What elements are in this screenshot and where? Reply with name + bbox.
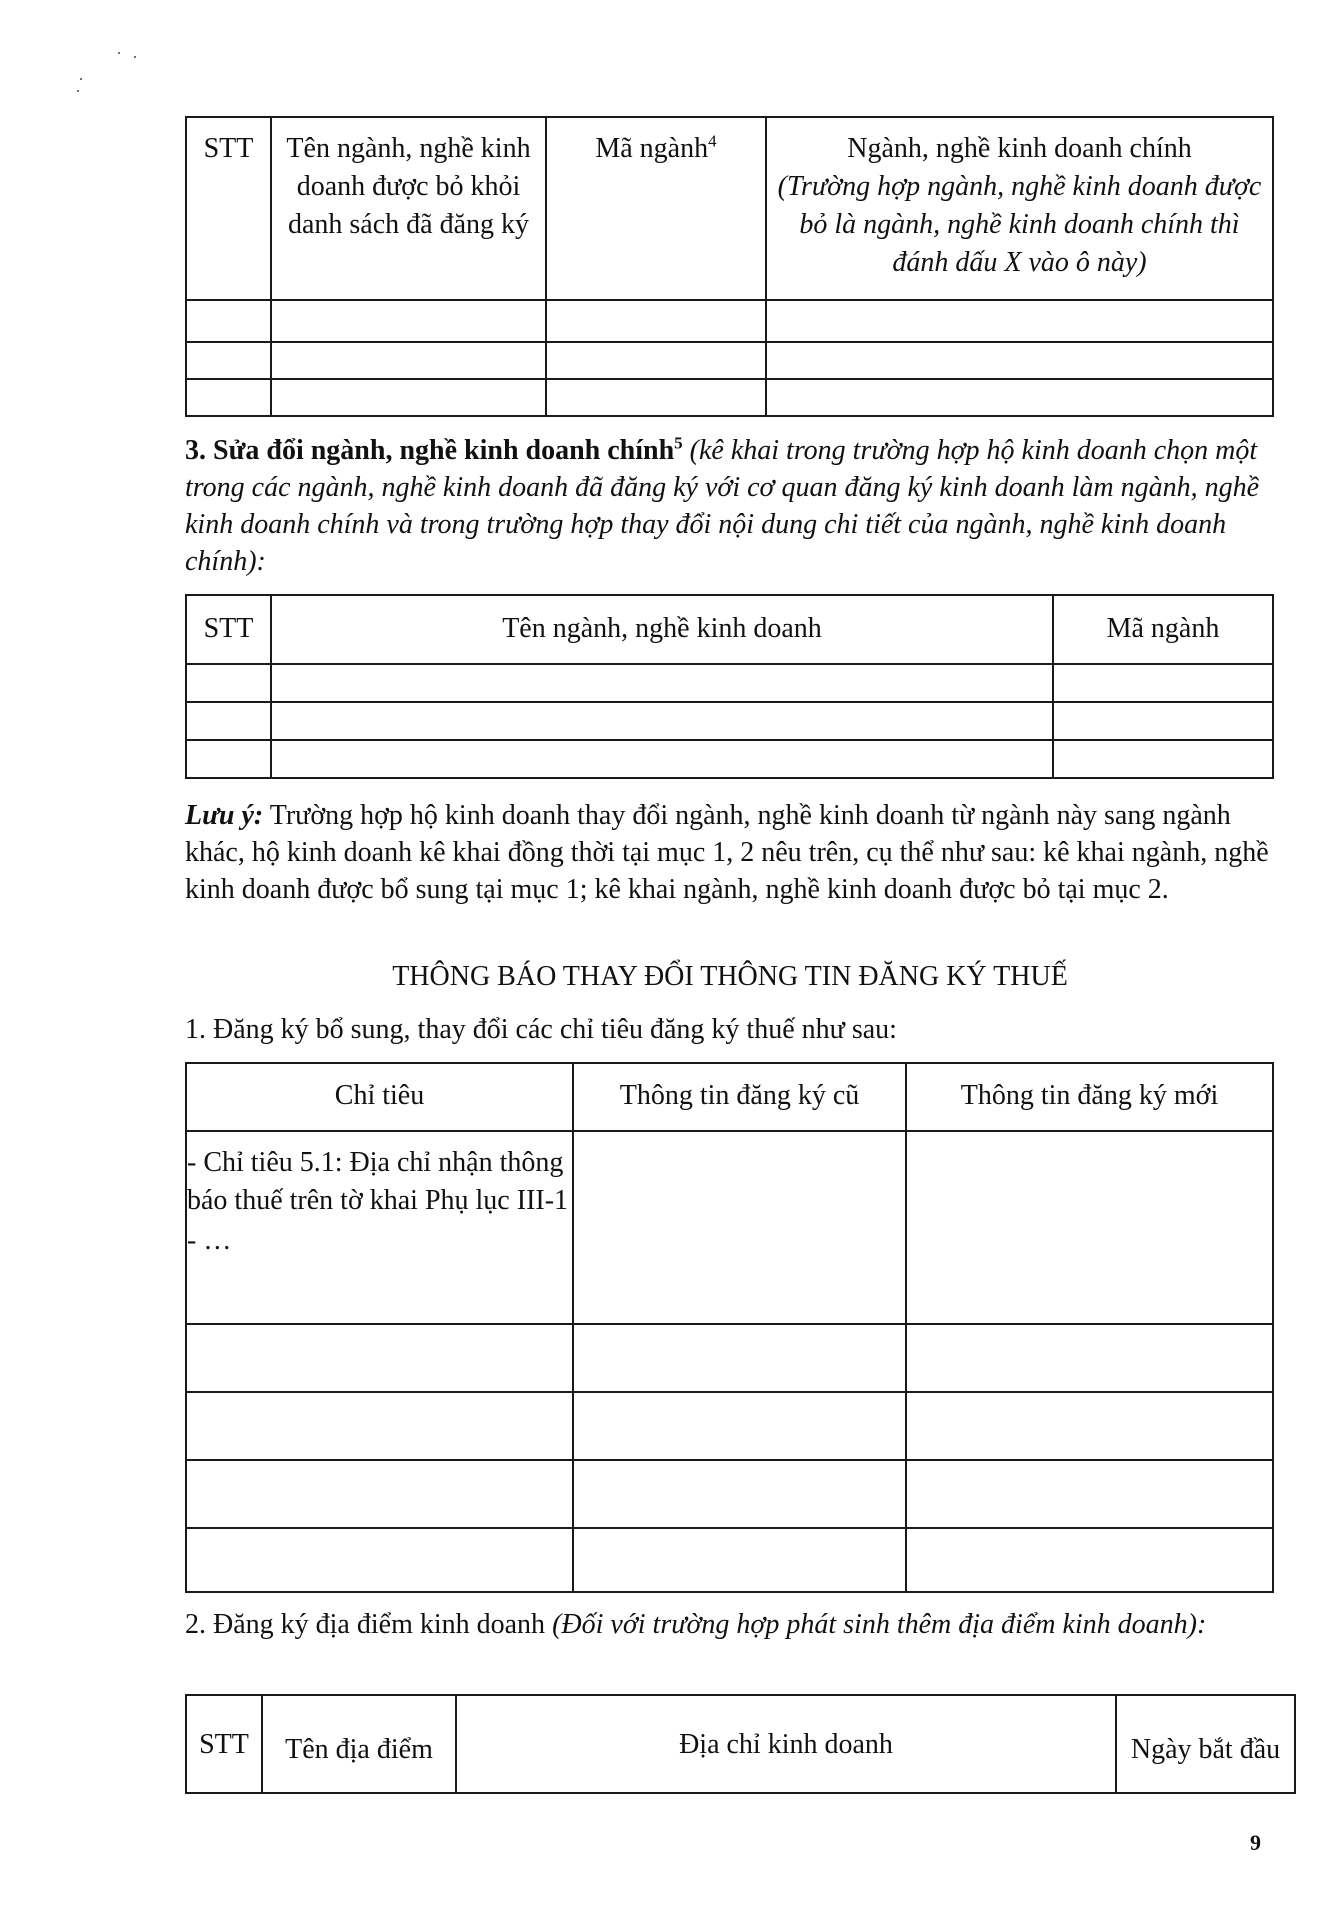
section-3-paragraph (185, 432, 1275, 580)
location-item-2 (185, 1606, 1275, 1643)
header-start-date: Ngày bắt đầu (1116, 1695, 1295, 1793)
header-industry-name: Tên ngành, nghề kinh doanh (271, 595, 1053, 664)
header-new-info: Thông tin đăng ký mới (906, 1063, 1273, 1131)
table-cell[interactable] (766, 342, 1273, 379)
table-row (186, 1460, 1273, 1528)
table-row (186, 740, 1273, 778)
location-item-2-note: (Đối với trường hợp phát sinh thêm địa điểm kinh doanh): (552, 1609, 1207, 1640)
table-cell[interactable] (906, 1392, 1273, 1460)
header-industry-code-text: Mã ngành (595, 133, 709, 164)
footnote-4-marker: 4 (708, 131, 717, 151)
table-row (186, 300, 1273, 342)
table-cell[interactable] (1053, 740, 1273, 778)
table-cell[interactable] (573, 1460, 906, 1528)
table-cell[interactable] (186, 1392, 573, 1460)
header-main-industry-note: (Trường hợp ngành, nghề kinh doanh được bỏ là ngành, nghề kinh doanh chính thì đánh dấu X vào ô này) (777, 171, 1262, 278)
table-cell[interactable] (1053, 664, 1273, 702)
table-cell[interactable] (546, 342, 766, 379)
table-cell[interactable] (573, 1528, 906, 1592)
note-text: Trường hợp hộ kinh doanh thay đổi ngành, nghề kinh doanh từ ngành này sang ngành khác, hộ kinh doanh kê khai đồng thời tại mục 1, 2 nêu trên, cụ thể như sau: kê khai ngành, nghề kinh doanh được bổ sung tại mục 1; kê khai ngành, nghề kinh doanh được bỏ tại mục 2. (185, 800, 1269, 905)
header-stt: STT (186, 1695, 262, 1793)
table-cell[interactable] (186, 664, 271, 702)
table-cell[interactable] (906, 1528, 1273, 1592)
tax-item-1: 1. Đăng ký bổ sung, thay đổi các chỉ tiêu đăng ký thuế như sau: (185, 1014, 897, 1045)
header-main-industry-title: Ngành, nghề kinh doanh chính (847, 133, 1192, 164)
header-location-name: Tên địa điểm (262, 1695, 456, 1793)
criteria-cell (186, 1131, 573, 1324)
business-location-table (185, 1694, 1296, 1794)
table-row (186, 1324, 1273, 1392)
table-cell[interactable] (186, 740, 271, 778)
table-cell[interactable] (186, 300, 271, 342)
header-main-industry (766, 117, 1273, 300)
table-cell[interactable] (1053, 702, 1273, 740)
header-industry-code: Mã ngành (1053, 595, 1273, 664)
table-cell[interactable] (906, 1131, 1273, 1324)
table-cell[interactable] (271, 702, 1053, 740)
header-old-info: Thông tin đăng ký cũ (573, 1063, 906, 1131)
header-stt: STT (186, 117, 271, 300)
table-cell[interactable] (186, 1528, 573, 1592)
header-stt: STT (186, 595, 271, 664)
header-criteria: Chỉ tiêu (186, 1063, 573, 1131)
table-cell[interactable] (906, 1324, 1273, 1392)
note-paragraph (185, 797, 1275, 908)
table-row (186, 702, 1273, 740)
table-row (186, 1392, 1273, 1460)
table-cell[interactable] (906, 1460, 1273, 1528)
page-number: 9 (1250, 1830, 1261, 1855)
table-row (186, 1131, 1273, 1324)
note-label: Lưu ý: (185, 800, 264, 831)
footnote-5-marker: 5 (674, 433, 683, 453)
table-row (186, 1528, 1273, 1592)
table-cell[interactable] (271, 664, 1053, 702)
tax-section-title: THÔNG BÁO THAY ĐỔI THÔNG TIN ĐĂNG KÝ THUẾ (392, 961, 1068, 992)
table-cell[interactable] (573, 1131, 906, 1324)
table-cell[interactable] (546, 379, 766, 416)
table-cell[interactable] (766, 300, 1273, 342)
criteria-5-1-text: - Chỉ tiêu 5.1: Địa chỉ nhận thông báo thuế trên tờ khai Phụ lục III-1 (187, 1147, 569, 1216)
table-cell[interactable] (186, 702, 271, 740)
table-cell[interactable] (186, 342, 271, 379)
table-cell[interactable] (271, 300, 546, 342)
table-cell[interactable] (186, 379, 271, 416)
table-cell[interactable] (271, 740, 1053, 778)
main-industry-table (185, 594, 1274, 779)
section-3-note: (kê khai trong trường hợp hộ kinh doanh chọn một trong các ngành, nghề kinh doanh đã đăng ký với cơ quan đăng ký kinh doanh làm ngành, nghề kinh doanh chính và trong trường hợp thay đổi nội dung chi tiết của ngành, nghề kinh doanh chính): (185, 435, 1259, 577)
table-row (186, 664, 1273, 702)
table-row (186, 379, 1273, 416)
section-3-heading: 3. Sửa đổi ngành, nghề kinh doanh chính (185, 435, 675, 466)
location-item-2-text: 2. Đăng ký địa điểm kinh doanh (185, 1609, 546, 1640)
table-cell[interactable] (186, 1460, 573, 1528)
table-cell[interactable] (186, 1324, 573, 1392)
table-cell[interactable] (573, 1392, 906, 1460)
removed-industries-table (185, 116, 1274, 417)
header-industry-code (546, 117, 766, 300)
table-cell[interactable] (573, 1324, 906, 1392)
criteria-more-text: - … (187, 1225, 232, 1256)
table-cell[interactable] (766, 379, 1273, 416)
table-cell[interactable] (546, 300, 766, 342)
header-business-address: Địa chỉ kinh doanh (456, 1695, 1116, 1793)
table-cell[interactable] (271, 379, 546, 416)
table-cell[interactable] (271, 342, 546, 379)
header-removed-industry-name: Tên ngành, nghề kinh doanh được bỏ khỏi danh sách đã đăng ký (271, 117, 546, 300)
tax-registration-table (185, 1062, 1274, 1593)
table-row (186, 342, 1273, 379)
